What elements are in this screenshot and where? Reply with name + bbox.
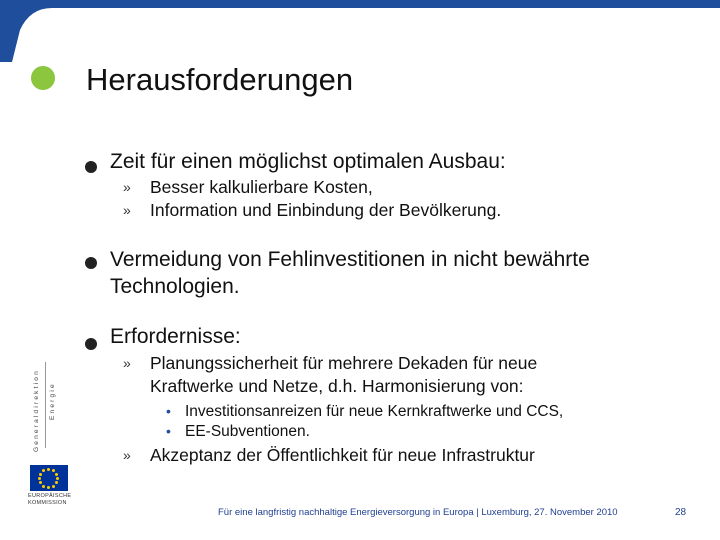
logo-divider <box>45 362 46 448</box>
subpoint-1-1: Besser kalkulierbare Kosten, <box>150 177 373 197</box>
dg-energy-logo <box>31 360 65 460</box>
bullet-point-3: Erfordernisse: <box>110 325 241 348</box>
subsubpoint-2: EE-Subventionen. <box>185 423 310 440</box>
chevron-bullet-icon: » <box>123 447 131 463</box>
bullet-icon <box>85 257 97 269</box>
dg-subtitle: Energie <box>49 382 56 420</box>
bullet-point-2-line-2: Technologien. <box>110 275 240 298</box>
title-bullet-icon <box>31 66 55 90</box>
bullet-icon <box>85 338 97 350</box>
bullet-point-2-line-1: Vermeidung von Fehlinvestitionen in nicht bewährte <box>110 248 590 271</box>
footer-text: Für eine langfristig nachhaltige Energieversorgung in Europa | Luxemburg, 27. November 2010 <box>218 507 618 518</box>
chevron-bullet-icon: » <box>123 202 131 218</box>
bullet-point-1: Zeit für einen möglichst optimalen Ausbau: <box>110 150 506 173</box>
eu-flag-icon <box>30 465 68 491</box>
subsubpoint-1: Investitionsanreizen für neue Kernkraftwerke und CCS, <box>185 403 564 420</box>
page-number: 28 <box>675 507 687 518</box>
chevron-bullet-icon: » <box>123 355 131 371</box>
eu-commission-label: EUROPÄISCHE KOMMISSION <box>28 493 72 506</box>
top-banner <box>0 0 720 62</box>
dot-bullet-icon: • <box>166 403 171 419</box>
dot-bullet-icon: • <box>166 423 171 439</box>
subpoint-3-1-line-2: Kraftwerke und Netze, d.h. Harmonisierung von: <box>150 376 524 396</box>
bullet-icon <box>85 161 97 173</box>
chevron-bullet-icon: » <box>123 179 131 195</box>
subpoint-3-2: Akzeptanz der Öffentlichkeit für neue Infrastruktur <box>150 445 535 465</box>
dg-name: Generaldirektion <box>33 369 40 452</box>
subpoint-1-2: Information und Einbindung der Bevölkerung. <box>150 200 502 220</box>
slide-title: Herausforderungen <box>86 62 354 97</box>
subpoint-3-1-line-1: Planungssicherheit für mehrere Dekaden für neue <box>150 353 538 373</box>
